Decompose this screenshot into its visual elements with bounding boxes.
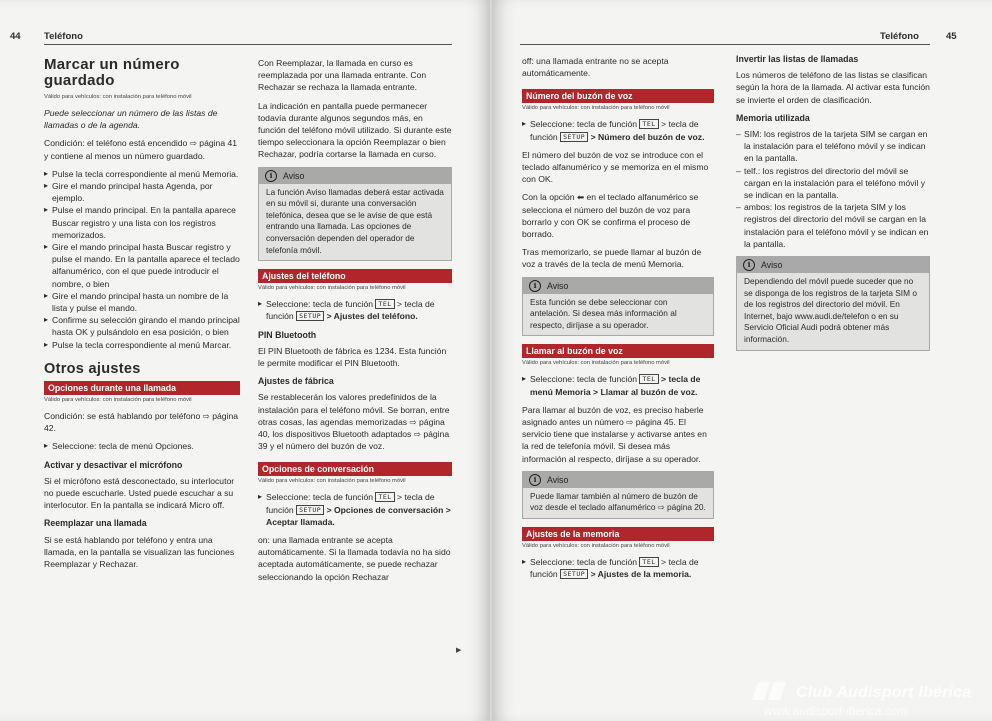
- left-column-1: [44, 57, 240, 576]
- heading-memoria-utilizada: Memoria utilizada: [736, 112, 810, 123]
- page-number-left: 44: [10, 31, 21, 42]
- step-text: Seleccione: tecla de función: [266, 492, 374, 503]
- step-text: > Ajustes de la memoria.: [590, 569, 692, 580]
- aviso-box: [736, 256, 930, 351]
- reemplazar-para: Con Reemplazar, la llamada en curso es reemplazada por una llamada entrante. Con Rechazar se rechaza la llamada entrante.: [258, 58, 427, 93]
- invertir-text: Los números de teléfono de las listas se clasifican según la hora de la llamada. Al activar esta función se invierte el orden de clasificación.: [736, 70, 930, 105]
- club-logo-icon: [752, 682, 790, 700]
- header-rule-right: [520, 44, 930, 45]
- heading-microfono: Activar y desactivar el micrófono: [44, 459, 183, 470]
- subsection-bar-conversacion: Opciones de conversación: [258, 462, 452, 476]
- step-item: [522, 118, 714, 142]
- step-item: [522, 556, 714, 580]
- condition-text: Condición: el teléfono está encendido ⇨ página 41 y contiene al menos un número guardado.: [44, 138, 238, 161]
- step-item: [258, 491, 452, 528]
- marcar-steps: [44, 168, 240, 351]
- setup-key: SETUP: [296, 505, 324, 515]
- header-rule-left: [44, 44, 452, 45]
- condition-text-2: Condición: se está hablando por teléfono ⇨ página 42.: [44, 411, 239, 434]
- heading-reemplazar: Reemplazar una llamada: [44, 518, 147, 529]
- aviso-text: La función Aviso llamadas deberá estar activada en su móvil si, durante una conversación telefónica, desea que se le avise de que está entrando una llamada. Las opciones de conversación dependen del operador de telefonía móvil.: [259, 184, 451, 261]
- aviso-text: Esta función se debe seleccionar con antelación. Si desea más información al respecto, diríjase a su operador.: [523, 294, 713, 336]
- section-title-otros: Otros ajustes: [44, 360, 141, 377]
- step-item: ▸ Pulse el mando principal. En la pantalla aparece Buscar registro y una lista con los registros memorizados.: [44, 204, 240, 241]
- valid-note: Válido para vehículos: con instalación para teléfono móvil: [258, 478, 406, 485]
- aviso-label: Aviso: [283, 170, 305, 181]
- step-item: ▸ Gire el mando principal hasta Agenda, por ejemplo.: [44, 180, 240, 204]
- step-text: > tecla de menú Memoria > Llamar al buzón de voz.: [530, 374, 701, 397]
- step-item: ▸ Gire el mando principal hasta un nombre de la lista y pulse el mando.: [44, 290, 240, 314]
- aviso-box: [522, 277, 714, 337]
- running-title-right: Teléfono: [880, 31, 919, 42]
- subsection-bar-buzon: Número del buzón de voz: [522, 89, 714, 103]
- reemplazar-text: Si se está hablando por teléfono y entra una llamada, en la pantalla se visualizan las funciones Reemplazar y Rechazar.: [44, 534, 235, 570]
- ajustes-steps: [258, 298, 452, 322]
- llamar-steps: [522, 373, 714, 397]
- step-text: > Opciones de conversación > Aceptar llamada.: [266, 504, 451, 527]
- valid-note: Válido para vehículos: con instalación para teléfono móvil: [44, 397, 192, 404]
- setup-key: SETUP: [296, 311, 324, 321]
- on-text: on: una llamada entrante se acepta automáticamente. Si la llamada todavía no ha sido aceptada automáticamente, se puede rechazar seleccionando la opción Rechazar: [258, 535, 451, 582]
- off-text: off: una llamada entrante no se acepta automáticamente.: [522, 56, 669, 79]
- opciones-steps: [44, 440, 240, 452]
- right-page: [492, 0, 992, 721]
- continue-arrow-icon: ▶: [456, 647, 462, 654]
- valid-note: Válido para vehículos: con instalación para teléfono móvil: [44, 94, 192, 100]
- aviso-box: [258, 167, 452, 262]
- tel-key: TEL: [375, 492, 394, 502]
- fabrica-text: Se restablecerán los valores predefinidos de la instalación para el teléfono móvil. Se borran, entre otras cosas, las agendas memorizadas ⇨ página 40, los dispositivos Bluetooth adaptados ⇨ página 39 y el número del buzón de voz.: [258, 392, 450, 452]
- valid-note: Válido para vehículos: con instalación para teléfono móvil: [522, 360, 670, 367]
- buzon-para-2: Con la opción ⬅ en el teclado alfanumérico se selecciona el número del buzón de voz para borrarlo y con OK se confirma el proceso de borrado.: [522, 192, 699, 240]
- tel-key: TEL: [639, 119, 658, 129]
- step-text: Seleccione: tecla de función: [530, 374, 638, 385]
- step-text: > tecla de función: [530, 557, 699, 580]
- watermark-url: www.audisport-iberica.com: [764, 704, 908, 718]
- step-item: [258, 298, 452, 322]
- step-text: Seleccione: tecla de función: [530, 557, 638, 568]
- conversacion-steps: [258, 491, 452, 528]
- info-icon: i: [743, 259, 755, 271]
- valid-note: Válido para vehículos: con instalación para teléfono móvil: [258, 285, 406, 292]
- tel-key: TEL: [639, 557, 658, 567]
- list-item: – ambos: los registros de la tarjeta SIM y los registros del directorio del móvil se cargan en la instalación para el teléfono móvil y se indican en la pantalla.: [736, 201, 930, 250]
- step-item: ▸ Gire el mando principal hasta Buscar registro y pulse el mando. En la pantalla aparece el teclado alfanumérico, con el que puede introducir el nombre, o bien: [44, 241, 240, 290]
- watermark: [752, 680, 992, 721]
- valid-note: Válido para vehículos: con instalación para teléfono móvil: [522, 543, 670, 550]
- intro-text: Puede seleccionar un número de las listas de llamadas o de la agenda.: [44, 108, 218, 131]
- tel-key: TEL: [639, 374, 658, 384]
- step-item: ▸ Confirme su selección girando el mando principal hasta OK y pulsándolo en esa posición, o bien: [44, 314, 240, 338]
- left-page: [0, 0, 490, 721]
- step-text: > Ajustes del teléfono.: [326, 311, 418, 322]
- info-icon: i: [529, 474, 541, 486]
- setup-key: SETUP: [560, 569, 588, 579]
- microfono-text: Si el micrófono está desconectado, su interlocutor no puede escucharle. Usted puede escuchar a su interlocutor. En la pantalla se indicará Micro off.: [44, 475, 235, 511]
- step-text: > tecla de función: [530, 119, 699, 142]
- step-item: [522, 373, 714, 397]
- heading-fabrica: Ajustes de fábrica: [258, 376, 334, 387]
- list-item: – SIM: los registros de la tarjeta SIM se cargan en la instalación para el teléfono móvil y se indican en la pantalla.: [736, 128, 930, 165]
- aviso-text: Dependiendo del móvil puede suceder que no se disponga de los registros de la tarjeta SIM o de los registros del directorio del móvil. En Internet, bajo www.audi.de/telefon o en su Servicio Oficial Audi podrá obtener más información.: [737, 273, 929, 350]
- buzon-para-3: Tras memorizarlo, se puede llamar al buzón de voz a través de la tecla de menú Memoria.: [522, 247, 702, 270]
- pantalla-para: La indicación en pantalla puede permanecer todavía durante algunos segundos más, en función del teléfono móvil utilizado. Si durante este tiempo seleccionara la opción Reemplazar o bien Rechazar, podría cortarse la llamada en curso.: [258, 100, 452, 160]
- step-item: ▸ Pulse la tecla correspondiente al menú Memoria.: [44, 168, 240, 180]
- subsection-bar-opciones: Opciones durante una llamada: [44, 381, 240, 395]
- info-icon: i: [265, 170, 277, 182]
- section-title-marcar: Marcar un número guardado: [44, 56, 180, 89]
- aviso-box: [522, 471, 714, 519]
- left-column-2: [258, 57, 452, 589]
- list-item: – telf.: los registros del directorio del móvil se cargan en la instalación para el teléfono móvil y se indican en la pantalla.: [736, 165, 930, 202]
- pin-text: El PIN Bluetooth de fábrica es 1234. Esta función le permite modificar el PIN Bluetooth.: [258, 345, 447, 368]
- tel-key: TEL: [375, 299, 394, 309]
- step-item: ▸ Seleccione: tecla de menú Opciones.: [44, 440, 240, 452]
- info-icon: i: [529, 280, 541, 292]
- step-text: Seleccione: tecla de función: [530, 119, 638, 130]
- right-column-2: [736, 53, 930, 359]
- step-text: > tecla de función: [266, 492, 435, 515]
- memoria-steps: [522, 556, 714, 580]
- aviso-label: Aviso: [547, 280, 569, 291]
- right-column-1: [522, 55, 714, 586]
- aviso-label: Aviso: [761, 259, 783, 270]
- step-text: Seleccione: tecla de función: [266, 299, 374, 310]
- buzon-para-1: El número del buzón de voz se introduce con el teclado alfanumérico y se memoriza en el mismo con OK.: [522, 149, 709, 185]
- step-item: ▸ Pulse la tecla correspondiente al menú Marcar.: [44, 339, 240, 351]
- running-title-left: Teléfono: [44, 31, 83, 42]
- page-number-right: 45: [946, 31, 957, 42]
- memoria-list: [736, 128, 930, 250]
- subsection-bar-memoria: Ajustes de la memoria: [522, 527, 714, 541]
- buzon-steps: [522, 118, 714, 142]
- heading-pin: PIN Bluetooth: [258, 329, 317, 340]
- aviso-label: Aviso: [547, 474, 569, 485]
- step-text: > tecla de función: [266, 299, 435, 322]
- subsection-bar-ajustes: Ajustes del teléfono: [258, 269, 452, 283]
- llamar-para: Para llamar al buzón de voz, es preciso haberle asignado antes un número ⇨ página 45. El servicio tiene que instalarse y activarse antes en la red de telefonía móvil. Si desea más información al respecto, diríjase a su operador.: [522, 404, 707, 464]
- setup-key: SETUP: [560, 132, 588, 142]
- subsection-bar-llamar: Llamar al buzón de voz: [522, 344, 714, 358]
- aviso-text: Puede llamar también al número de buzón de voz desde el teclado alfanumérico ⇨ página 20.: [523, 488, 713, 518]
- watermark-title: Club Audisport Ibérica: [796, 684, 972, 701]
- step-text: > Número del buzón de voz.: [590, 131, 705, 142]
- heading-invertir: Invertir las listas de llamadas: [736, 54, 859, 64]
- valid-note: Válido para vehículos: con instalación para teléfono móvil: [522, 105, 670, 112]
